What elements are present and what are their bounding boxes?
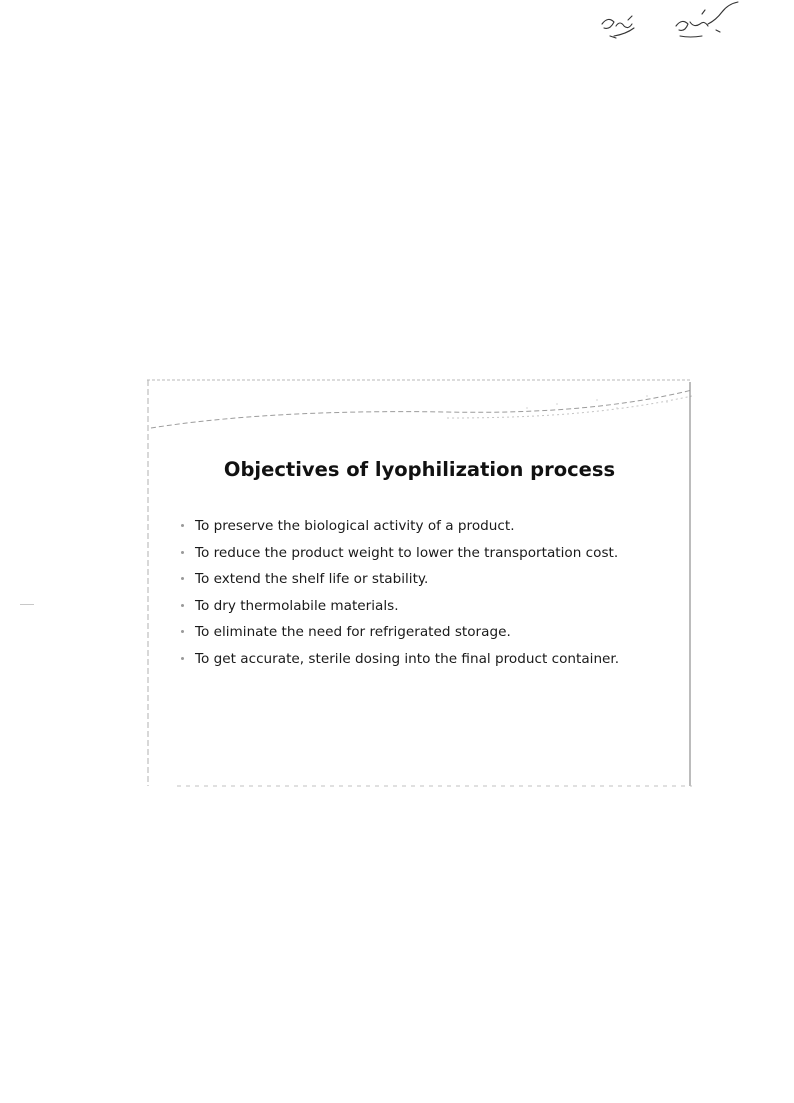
bullet-text: To get accurate, sterile dosing into the final product container. (195, 650, 620, 667)
bullet-list (195, 516, 675, 675)
bullet-text: To reduce the product weight to lower the transportation cost. (195, 544, 619, 561)
bullet-text: To preserve the biological activity of a product. (195, 518, 515, 534)
list-item (195, 596, 675, 616)
slide-title: Objectives of lyophilization process (223, 458, 616, 481)
scan-mark (20, 604, 34, 605)
list-item (195, 622, 675, 642)
bullet-icon (181, 604, 184, 607)
bullet-text: To eliminate the need for refrigerated storage. (195, 624, 511, 640)
list-item (195, 649, 675, 669)
bullet-text: To extend the shelf life or stability. (195, 571, 429, 587)
bullet-icon (181, 577, 184, 580)
handwritten-note (590, 0, 750, 50)
list-item (195, 516, 675, 536)
bullet-text: To dry thermolabile materials. (195, 597, 399, 614)
list-item (195, 569, 675, 589)
bullet-icon (181, 657, 184, 660)
list-item (195, 543, 675, 563)
bullet-icon (181, 551, 184, 554)
bullet-icon (181, 630, 184, 633)
slide (147, 378, 692, 788)
bullet-icon (181, 524, 184, 527)
